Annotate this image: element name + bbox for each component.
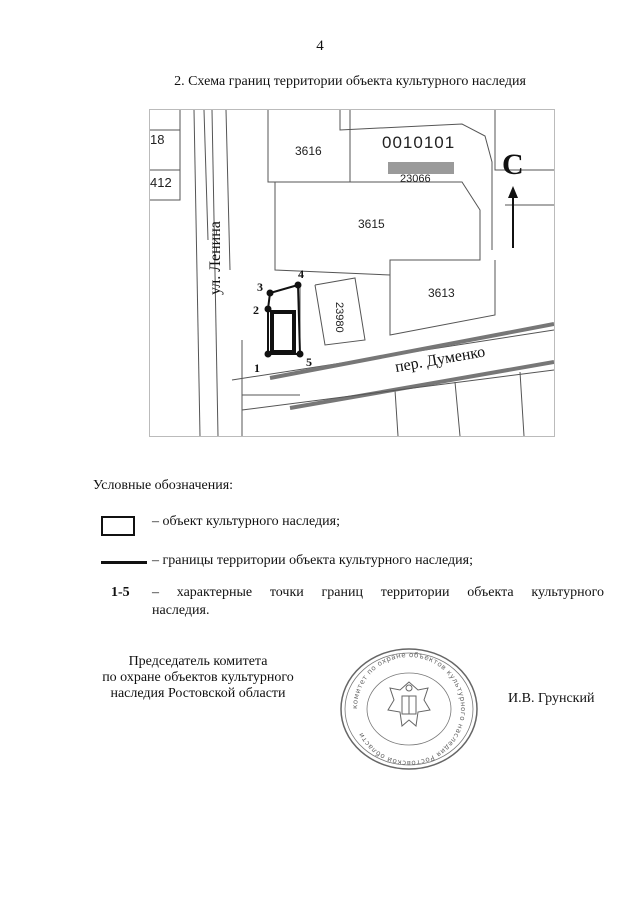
parcel-412-label: 412: [150, 175, 172, 190]
signatory-line-3: наследия Ростовской области: [110, 686, 286, 701]
north-label: С: [502, 148, 524, 181]
boundary-point-5: [297, 351, 304, 358]
parcel-3616-label: 3616: [295, 144, 322, 158]
parcel-23980-label: 23980: [333, 302, 345, 333]
point-5-label: 5: [306, 355, 312, 369]
legend-boundary-symbol: [101, 561, 147, 564]
legend-points-label-continued: наследия.: [152, 603, 210, 618]
signatory-line-1: Председатель комитета: [128, 654, 268, 669]
page-number: 4: [316, 38, 324, 54]
boundary-point-3: [267, 290, 274, 297]
point-3-label: 3: [257, 280, 263, 294]
dumenko-street-label: пер. Думенко: [393, 343, 487, 376]
boundary-point-4: [295, 282, 302, 289]
point-1-label: 1: [254, 361, 260, 375]
parcel-3613-label: 3613: [428, 286, 455, 300]
legend-object-symbol: [101, 516, 135, 536]
north-arrow-icon: [508, 186, 518, 248]
legend-object-label: – объект культурного наследия;: [152, 514, 340, 529]
block-code-label: 0010101: [382, 133, 456, 152]
legend-points-label: – характерные точки границ территории объекта культурного: [152, 585, 604, 600]
coat-of-arms-icon: [388, 682, 430, 726]
parcel-3615-label: 3615: [358, 217, 385, 231]
parcel-18-label: 18: [150, 132, 165, 147]
boundary-point-2: [265, 306, 272, 313]
heritage-object-outline: [272, 312, 294, 352]
boundary-map: [149, 109, 555, 437]
parcel-23066-label: 23066: [400, 173, 431, 185]
legend-title: Условные обозначения:: [93, 478, 234, 493]
lenina-street-label: ул. Ленина: [207, 221, 224, 295]
boundary-point-1: [265, 351, 272, 358]
official-seal: [338, 646, 480, 772]
map-drawing: [150, 110, 554, 436]
legend-points-key: 1-5: [111, 585, 130, 600]
signatory-line-2: по охране объектов культурного: [102, 670, 294, 685]
dumenko-road: [232, 324, 554, 410]
point-2-label: 2: [253, 303, 259, 317]
signatory-position: [93, 654, 303, 702]
point-4-label: 4: [298, 267, 304, 281]
scheme-heading: 2. Схема границ территории объекта культурного наследия: [174, 74, 526, 89]
legend-boundary-label: – границы территории объекта культурного наследия;: [152, 553, 473, 568]
signatory-name: И.В. Грунский: [508, 691, 595, 706]
seal-text: комитет по охране объектов культурного наследия Ростовской области: [350, 650, 468, 768]
